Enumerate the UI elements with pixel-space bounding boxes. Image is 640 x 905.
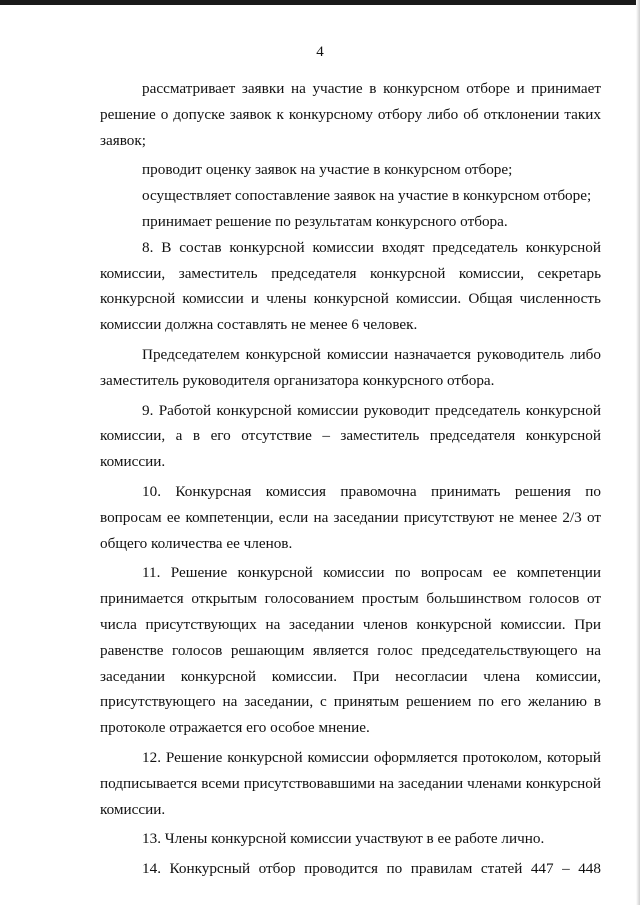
page-number: 4 (316, 44, 324, 60)
scan-right-edge (636, 0, 640, 905)
document-body (100, 76, 601, 882)
scan-top-edge (0, 0, 640, 5)
paragraph-13-personal-participation: 13. Члены конкурсной комиссии участвуют в ее работе лично. (142, 830, 545, 848)
paragraph-14-selection-rules: 14. Конкурсный отбор проводится по правилам статей 447 – 448 (142, 860, 601, 878)
paragraph-12-protocol: 12. Решение конкурсной комиссии оформляется протоколом, который подписывается всеми присутствовавшими на заседании членами конкурсной комиссии. (100, 748, 601, 818)
paragraph-compare-applications: осуществляет сопоставление заявок на участие в конкурсном отборе; (142, 187, 592, 205)
paragraph-review-applications: рассматривает заявки на участие в конкурсном отборе и принимает решение о допуске заявок к конкурсному отбору либо об отклонении таких заявок; (100, 80, 601, 149)
paragraph-chairman-appointment: Председателем конкурсной комиссии назначается руководитель либо заместитель руководителя организатора конкурсного отбора. (100, 345, 601, 389)
paragraph-8-commission-composition: 8. В состав конкурсной комиссии входят председатель конкурсной комиссии, заместитель председателя конкурсной комиссии, секретарь конкурсной комиссии и члены конкурсной комиссии. Общая численность комиссии должна составлять не менее 6 человек. (100, 238, 601, 334)
paragraph-9-commission-leadership: 9. Работой конкурсной комиссии руководит председатель конкурсной комиссии, а в его отсутствие – заместитель председателя конкурсной комиссии. (100, 401, 601, 471)
paragraph-11-voting: 11. Решение конкурсной комиссии по вопросам ее компетенции принимается открытым голосованием простым большинством голосов от числа присутствующих на заседании членов конкурсной комиссии. При равенстве голосов решающим является голос председательствующего на заседании конкурсной комиссии. При несогласии члена комиссии, присутствующего на заседании, с принятым решением по его желанию в протоколе отражается его особое мнение. (100, 564, 601, 737)
paragraph-10-quorum: 10. Конкурсная комиссия правомочна принимать решения по вопросам ее компетенции, если на заседании присутствуют не менее 2/3 от общего количества ее членов. (100, 482, 601, 552)
paragraph-decide-results: принимает решение по результатам конкурсного отбора. (142, 212, 508, 230)
paragraph-evaluate-applications: проводит оценку заявок на участие в конкурсном отборе; (142, 161, 513, 179)
